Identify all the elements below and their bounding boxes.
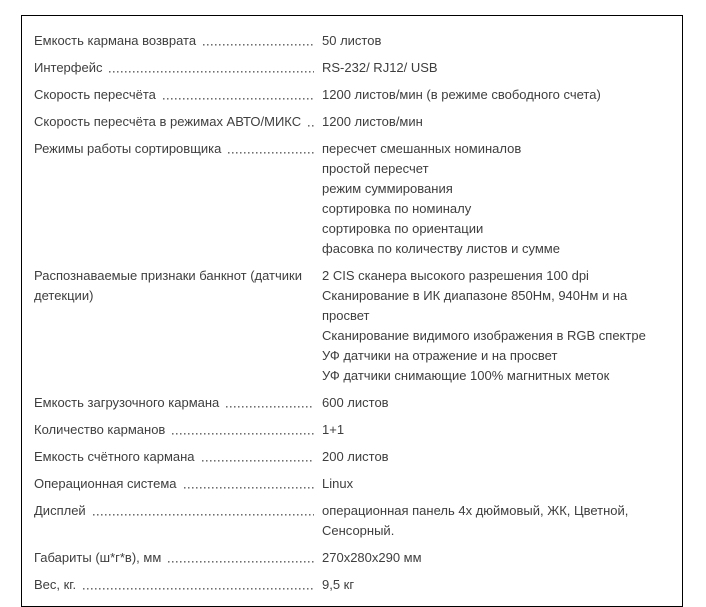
spec-label: Габариты (ш*г*в), мм: [34, 550, 162, 565]
spec-label-cell: [34, 112, 322, 132]
spec-value: УФ датчики снимающие 100% магнитных меток: [322, 368, 610, 383]
spec-label: Скорость пересчёта в режимах АВТО/МИКС: [34, 114, 302, 129]
spec-value: 50 листов: [322, 33, 382, 48]
spec-value: 270x280x290 мм: [322, 550, 422, 565]
spec-value: 1+1: [322, 422, 345, 437]
spec-label-cell: [34, 474, 322, 494]
spec-label-cell: [34, 31, 322, 51]
spec-value: режим суммирования: [322, 181, 453, 196]
spec-value: фасовка по количеству листов и сумме: [322, 241, 560, 256]
spec-label: Распознаваемые признаки банкнот (датчики детекции): [34, 268, 302, 303]
spec-value: УФ датчики на отражение и на просвет: [322, 348, 558, 363]
spec-row: [34, 31, 670, 51]
spec-value: Сканирование в ИК диапазоне 850Нм, 940Нм и на просвет: [322, 288, 628, 323]
dot-leader: [163, 85, 314, 105]
spec-value: 1200 листов/мин: [322, 114, 423, 129]
spec-value: 2 CIS сканера высокого разрешения 100 dpi: [322, 268, 589, 283]
dot-leader: [172, 420, 314, 440]
spec-row: [34, 266, 670, 386]
spec-value: операционная панель 4х дюймовый, ЖК, Цветной, Сенсорный.: [322, 503, 629, 538]
dot-leader: [83, 575, 314, 595]
spec-row: [34, 575, 670, 595]
spec-value: RS-232/ RJ12/ USB: [322, 60, 438, 75]
spec-table: [21, 15, 683, 607]
spec-label-cell: [34, 139, 322, 159]
spec-values: [322, 474, 670, 494]
spec-label: Операционная система: [34, 476, 177, 491]
spec-label: Емкость загрузочного кармана: [34, 395, 220, 410]
spec-label: Интерфейс: [34, 60, 103, 75]
spec-values: [322, 85, 670, 105]
spec-value: 1200 листов/мин (в режиме свободного счета): [322, 87, 601, 102]
spec-row: [34, 112, 670, 132]
spec-row: [34, 139, 670, 259]
spec-values: [322, 266, 670, 386]
spec-value: 200 листов: [322, 449, 389, 464]
spec-label-cell: [34, 85, 322, 105]
dot-leader: [184, 474, 315, 494]
spec-values: [322, 393, 670, 413]
spec-values: [322, 420, 670, 440]
spec-values: [322, 58, 670, 78]
spec-label-cell: [34, 501, 322, 521]
spec-value: простой пересчет: [322, 161, 429, 176]
spec-row: [34, 548, 670, 568]
spec-label-cell: [34, 266, 322, 306]
spec-label-cell: [34, 420, 322, 440]
spec-values: [322, 575, 670, 595]
spec-label: Количество карманов: [34, 422, 166, 437]
spec-value: сортировка по ориентации: [322, 221, 484, 236]
dot-leader: [226, 393, 314, 413]
dot-leader: [109, 58, 314, 78]
dot-leader: [168, 548, 314, 568]
spec-row: [34, 58, 670, 78]
spec-label-cell: [34, 58, 322, 78]
spec-value: Linux: [322, 476, 354, 491]
spec-value: пересчет смешанных номиналов: [322, 141, 522, 156]
spec-value: Сканирование видимого изображения в RGB спектре: [322, 328, 646, 343]
spec-label-cell: [34, 447, 322, 467]
spec-row: [34, 420, 670, 440]
spec-values: [322, 31, 670, 51]
spec-row: [34, 501, 670, 541]
spec-row: [34, 474, 670, 494]
spec-row: [34, 447, 670, 467]
spec-label: Вес, кг.: [34, 577, 77, 592]
spec-label-cell: [34, 393, 322, 413]
spec-values: [322, 548, 670, 568]
spec-value: 9,5 кг: [322, 577, 355, 592]
spec-values: [322, 501, 670, 541]
spec-label: Емкость счётного кармана: [34, 449, 195, 464]
spec-label-cell: [34, 575, 322, 595]
dot-leader: [228, 139, 314, 159]
dot-leader: [202, 447, 314, 467]
spec-value: сортировка по номиналу: [322, 201, 472, 216]
spec-label-cell: [34, 548, 322, 568]
spec-label: Скорость пересчёта: [34, 87, 156, 102]
spec-row: [34, 85, 670, 105]
spec-values: [322, 112, 670, 132]
spec-row: [34, 393, 670, 413]
dot-leader: [93, 501, 314, 521]
spec-label: Режимы работы сортировщика: [34, 141, 222, 156]
spec-values: [322, 447, 670, 467]
spec-label: Емкость кармана возврата: [34, 33, 197, 48]
dot-leader: [308, 112, 314, 132]
spec-value: 600 листов: [322, 395, 389, 410]
spec-values: [322, 139, 670, 259]
spec-label: Дисплей: [34, 503, 86, 518]
dot-leader: [203, 31, 314, 51]
